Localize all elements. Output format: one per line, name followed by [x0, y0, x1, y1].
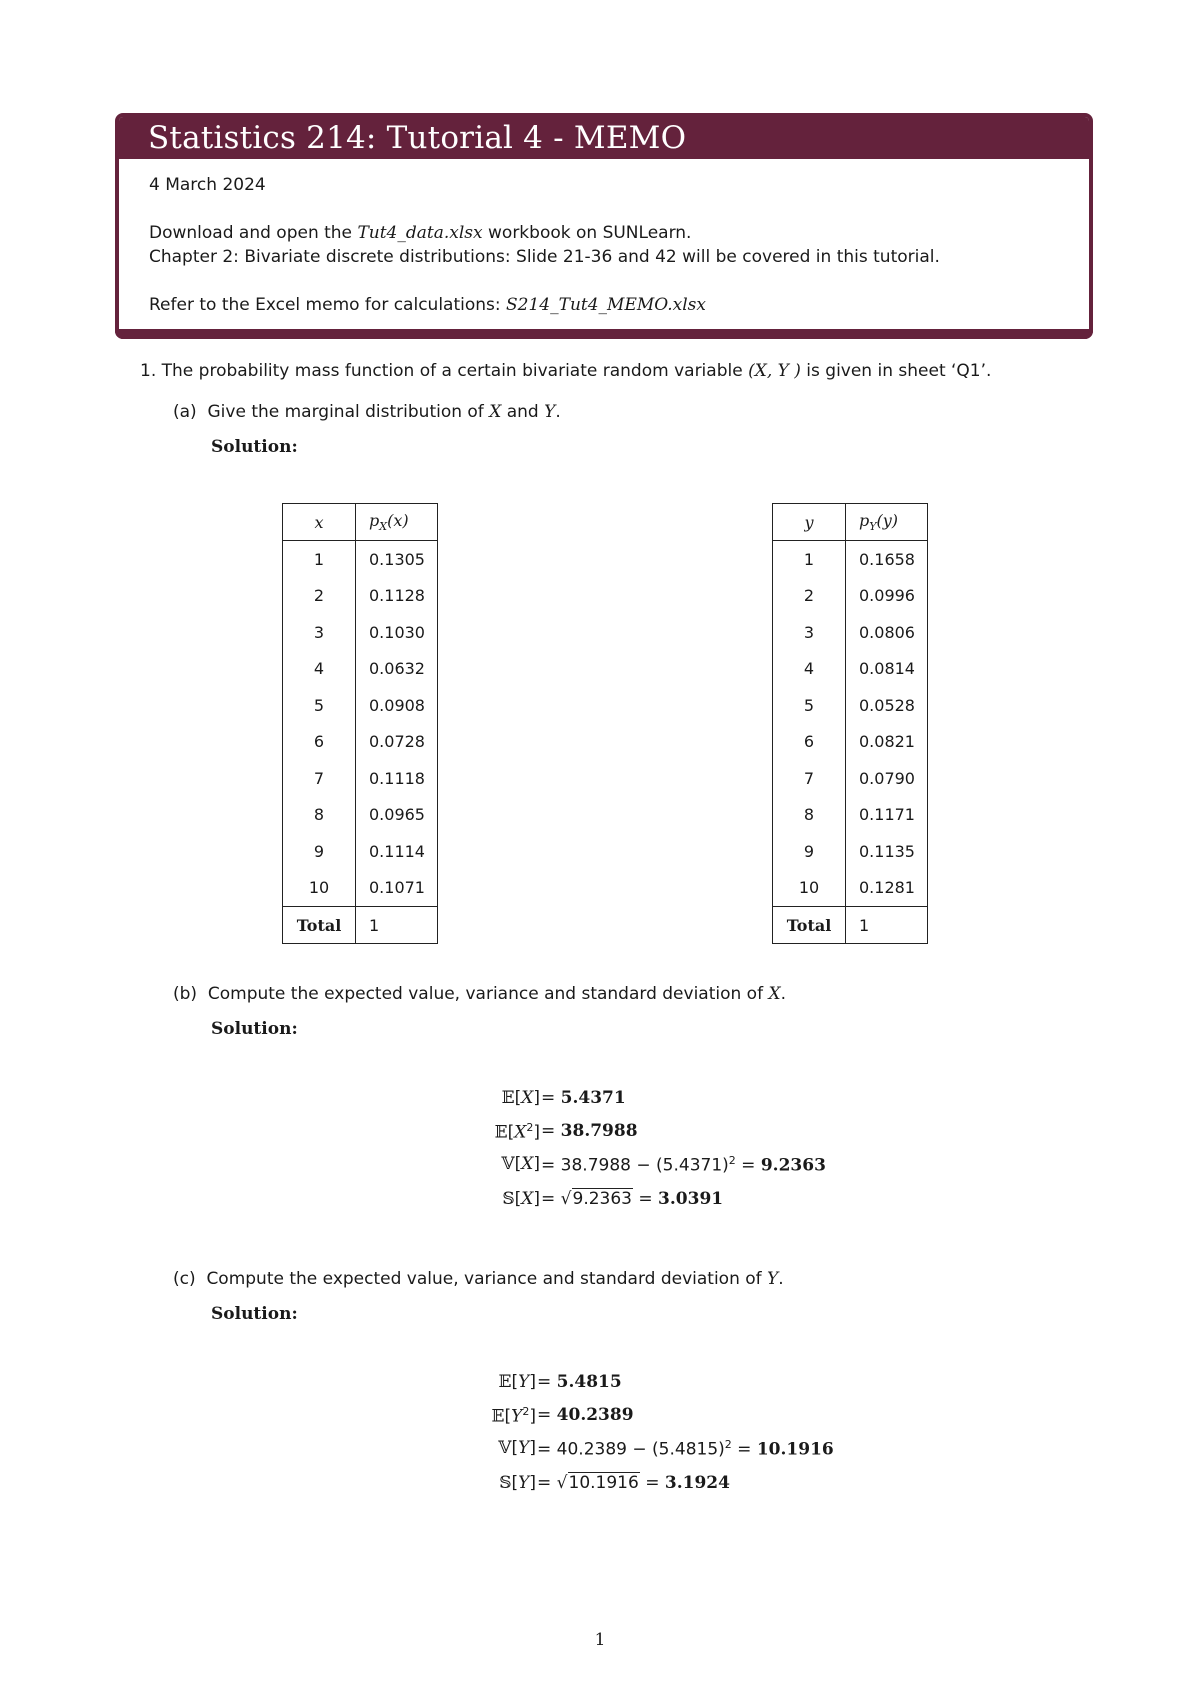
table-row: 8 0.1171 [773, 797, 928, 834]
table-row: 6 0.0728 [283, 724, 438, 761]
eq-second-moment-x: $𝔼[X^2]$ [494, 1121, 540, 1143]
download-line: Download and open the Tut4_data.xlsx workbook on SUNLearn. [149, 223, 692, 243]
header-box [115, 113, 1093, 339]
table-row: 9 0.1135 [773, 833, 928, 870]
question-1a: (a) Give the marginal distribution of X and Y. [173, 402, 561, 422]
memo-file-name: S214_Tut4_MEMO.xlsx [506, 295, 706, 315]
table-total-row: Total 1 [283, 907, 438, 944]
table-header-row [283, 504, 438, 541]
marginal-y-table [772, 503, 928, 944]
marginal-x-table [282, 503, 438, 944]
eq-expected-x: 𝔼[X] [501, 1088, 540, 1108]
eq-variance-y: 𝕍[Y] [498, 1438, 536, 1458]
table-row: 1 0.1658 [773, 541, 928, 578]
question-1c: (c) Compute the expected value, variance and standard deviation of Y. [173, 1269, 784, 1289]
question-1: 1. The probability mass function of a certain bivariate random variable (X, Y ) is given in sheet ‘Q1’. [140, 361, 992, 381]
table-row: 8 0.0965 [283, 797, 438, 834]
data-file-name: Tut4_data.xlsx [357, 223, 483, 243]
solution-label-b: Solution: [211, 1019, 298, 1039]
table-header-x: x [283, 504, 356, 541]
header-bottom-bar [115, 329, 1093, 339]
eq-stddev-y: 𝕊[Y] [499, 1473, 536, 1493]
table-row: 7 0.0790 [773, 760, 928, 797]
table-row: 6 0.0821 [773, 724, 928, 761]
eq-second-moment-y: $𝔼[Y^2]$ [491, 1405, 536, 1427]
solution-label-c: Solution: [211, 1304, 298, 1324]
table-row: 2 0.0996 [773, 578, 928, 615]
eq-expected-y: 𝔼[Y] [498, 1372, 536, 1392]
eq-stddev-x: 𝕊[X] [502, 1189, 540, 1209]
table-row: 5 0.0908 [283, 687, 438, 724]
header-title-bar [119, 117, 1089, 159]
table-header-px: $p_X(x)$ [356, 504, 438, 541]
table-row: 4 0.0814 [773, 651, 928, 688]
table-row: 2 0.1128 [283, 578, 438, 615]
table-header-y: y [773, 504, 846, 541]
table-row: 5 0.0528 [773, 687, 928, 724]
table-row: 10 0.1071 [283, 870, 438, 907]
table-row: 7 0.1118 [283, 760, 438, 797]
page-number: 1 [594, 1630, 606, 1650]
refer-line: Refer to the Excel memo for calculations: S214_Tut4_MEMO.xlsx [149, 295, 706, 315]
date-line: 4 March 2024 [149, 175, 266, 195]
table-row: 3 0.1030 [283, 614, 438, 651]
question-1b: (b) Compute the expected value, variance and standard deviation of X. [173, 984, 786, 1004]
page-title: Statistics 214: Tutorial 4 - MEMO [148, 120, 687, 156]
table-row: 9 0.1114 [283, 833, 438, 870]
table-row: 3 0.0806 [773, 614, 928, 651]
eq-variance-x: 𝕍[X] [501, 1154, 540, 1174]
table-row: 4 0.0632 [283, 651, 438, 688]
table-row: 1 0.1305 [283, 541, 438, 578]
chapter-line: Chapter 2: Bivariate discrete distributions: Slide 21-36 and 42 will be covered in this tutorial. [149, 247, 940, 267]
table-header-row [773, 504, 928, 541]
solution-label-a: Solution: [211, 437, 298, 457]
table-header-py: $p_Y(y)$ [846, 504, 928, 541]
table-row: 10 0.1281 [773, 870, 928, 907]
table-total-row: Total 1 [773, 907, 928, 944]
